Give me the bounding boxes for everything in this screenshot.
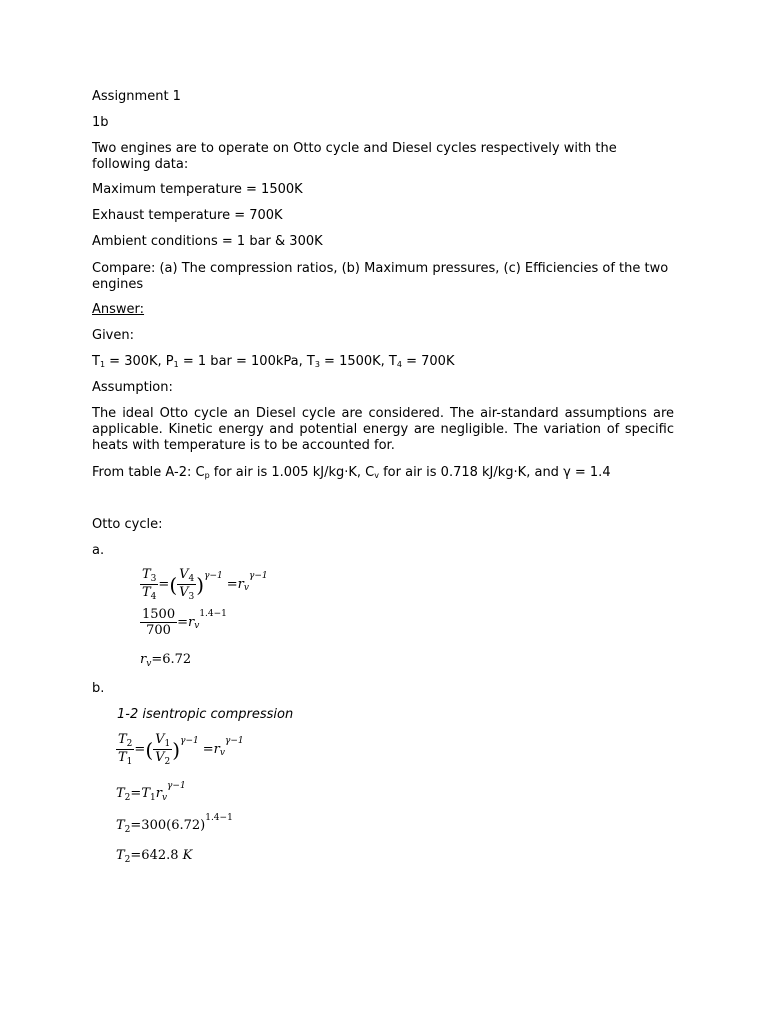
equation-t2-formula: $T_2=T_1r_v^{\gamma-1}$ [116,781,186,803]
fraction-v1-v2: $\frac{V_1}{V_2}$ [155,732,171,767]
equation-compression-ratio: $r_v=6.72$ [140,652,192,669]
equation-substitution-otto: $\frac{1500}{700}$ = r v 1.4−1 [142,607,227,638]
table-reference: From table A-2: $C_p$ for air is 1.005 kJ/kg·K, $C_v$ for air is 0.718 kJ/kg·K, and γ = 1.4 [92,465,611,480]
fraction-t2-t1: $\frac{T_2}{T_1}$ [118,732,133,767]
problem-statement: Two engines are to operate on Otto cycle and Diesel cycles respectively with the following data: [92,141,617,172]
given-label: Given: [92,328,134,343]
assumption-text: The ideal Otto cycle an Diesel cycle are considered. The air-standard assumptions are applicable. Kinetic energy and potential energy are negligible. The variation of specific heats with temperature is to be accounted for. [92,406,674,453]
part-b-label: b. [92,681,105,696]
answer-label: Answer: [92,302,145,317]
part-label: 1b [92,115,109,130]
equation-t2-result: $T_2=642.8$ K [116,848,193,865]
equation-isentropic-ratio: $\frac{T_2}{T_1}$ = ( $\frac{V_1}{V_2}$ ) γ−1 = r v γ−1 [118,732,244,767]
equation-t2-substitution: $T_2=300(6.72)^{1.4-1}$ [116,813,233,835]
ambient-conditions: Ambient conditions = 1 bar & 300K [92,234,323,249]
part-a-label: a. [92,543,105,558]
assumption-label: Assumption: [92,380,173,395]
max-temperature: Maximum temperature = 1500K [92,182,303,197]
fraction-1500-700: $\frac{1500}{700}$ [142,607,176,638]
equation-temp-ratio-otto: $\frac{T_3}{T_4}$ = ( $\frac{V_4}{V_3}$ ) γ−1 = r v γ−1 [142,567,268,602]
exhaust-temperature: Exhaust temperature = 700K [92,208,283,223]
given-values: $T_1 = 300K$, $P_1 = 1$ bar = 100kPa, $T_3 = 1500K$, $T_4 = 700K$ [92,354,455,369]
fraction-v4-v3: $\frac{V_4}{V_3}$ [179,567,195,602]
compare-text: Compare: (a) The compression ratios, (b) Maximum pressures, (c) Efficiencies of the two engines [92,261,669,292]
fraction-t3-t4: $\frac{T_3}{T_4}$ [142,567,157,602]
assignment-title: Assignment 1 [92,89,181,104]
otto-heading: Otto cycle: [92,517,163,532]
isentropic-compression-label: 1-2 isentropic compression [117,707,294,722]
